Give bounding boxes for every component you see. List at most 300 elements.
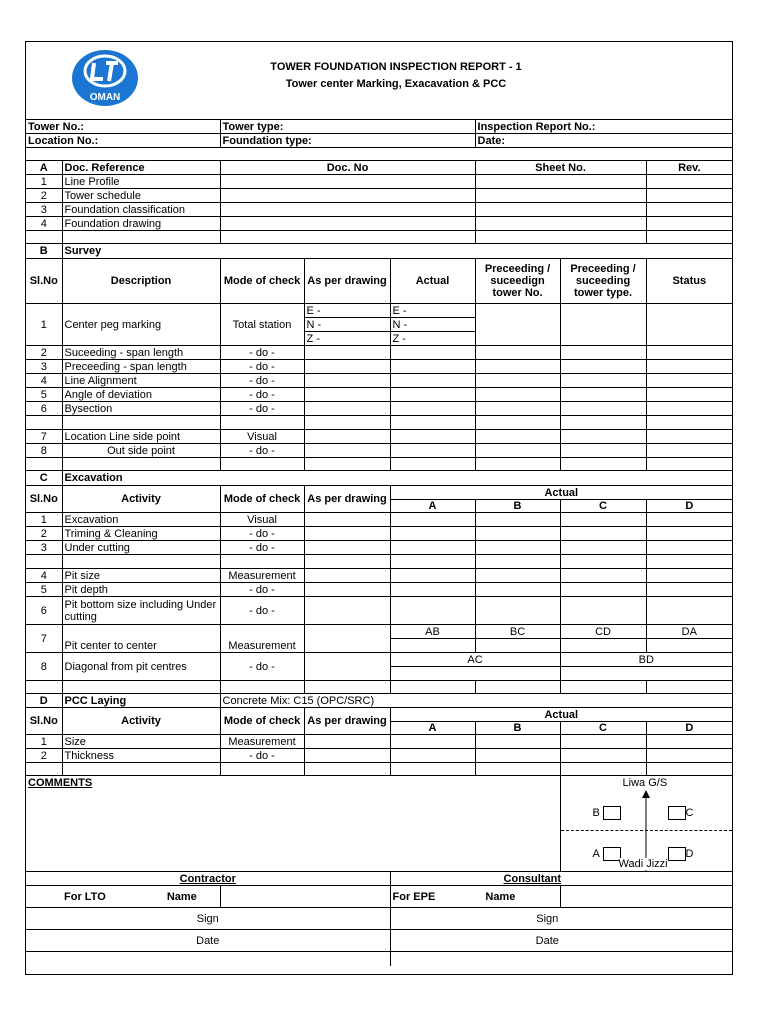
entry-cell[interactable]: [560, 569, 646, 583]
sl-no-header: Sl.No: [26, 259, 62, 304]
blank-cell: [475, 681, 560, 694]
wadi-jizzi-label: Wadi Jizzi: [618, 858, 668, 870]
entry-cell[interactable]: [304, 527, 390, 541]
cd-label: CD: [560, 625, 646, 639]
entry-cell[interactable]: [646, 374, 732, 388]
preceeding-tower-type-header: Preceeding / suceeding tower type.: [560, 259, 646, 304]
blank-cell: [390, 416, 475, 430]
report-table: [26, 119, 732, 966]
entry-cell[interactable]: [475, 430, 560, 444]
mode-cell: - do -: [220, 527, 304, 541]
table-row: [26, 203, 732, 217]
col-c-header: C: [560, 722, 646, 735]
table-row: [26, 583, 732, 597]
entry-cell[interactable]: [304, 625, 390, 653]
section-d-title: PCC Laying: [62, 694, 220, 708]
entry-cell[interactable]: [560, 346, 646, 360]
coord-e-drawing[interactable]: E -: [304, 304, 390, 318]
entry-cell[interactable]: [304, 597, 390, 625]
row-no: 6: [26, 597, 62, 625]
row-label: Under cutting: [62, 541, 220, 555]
rev-cell[interactable]: [646, 175, 732, 189]
actual-header: Actual: [390, 259, 475, 304]
comments-area[interactable]: [26, 776, 560, 872]
doc-no-cell[interactable]: [220, 189, 475, 203]
entry-cell[interactable]: [475, 360, 560, 374]
row-no: 2: [26, 346, 62, 360]
row-label: Bysection: [62, 402, 220, 416]
mode-cell: - do -: [220, 402, 304, 416]
entry-cell[interactable]: [560, 597, 646, 625]
entry-cell[interactable]: [304, 569, 390, 583]
row-label: Center peg marking: [62, 304, 220, 346]
row-label: Pit bottom size including Under cutting: [62, 597, 220, 625]
consultant-header: Consultant: [390, 872, 732, 886]
blank-cell: [220, 555, 304, 569]
consultant-date-field[interactable]: [390, 930, 732, 952]
entry-cell[interactable]: [304, 735, 390, 749]
table-row: [26, 374, 732, 388]
table-row: [26, 430, 732, 444]
rev-cell[interactable]: [646, 189, 732, 203]
entry-cell[interactable]: [390, 402, 475, 416]
row-no: 1: [26, 304, 62, 346]
entry-cell[interactable]: [304, 444, 390, 458]
blank-cell: [560, 555, 646, 569]
entry-cell[interactable]: [390, 569, 475, 583]
blank-cell: [560, 763, 646, 776]
row-label: Pit center to center: [62, 625, 220, 653]
mode-cell: - do -: [220, 541, 304, 555]
contractor-date-field[interactable]: [26, 930, 390, 952]
entry-cell[interactable]: [390, 749, 475, 763]
blank-cell: [304, 763, 390, 776]
entry-cell[interactable]: [646, 597, 732, 625]
row-no: 2: [26, 749, 62, 763]
actual-header: Actual: [390, 708, 732, 722]
blank-cell: [475, 763, 560, 776]
report-title: TOWER FOUNDATION INSPECTION REPORT - 1: [270, 61, 522, 73]
section-c-title: Excavation: [62, 471, 732, 486]
entry-cell[interactable]: [560, 541, 646, 555]
pit-c-square: [668, 806, 686, 820]
row-label: Pit depth: [62, 583, 220, 597]
entry-cell[interactable]: [646, 444, 732, 458]
entry-cell[interactable]: [646, 735, 732, 749]
sl-no-header: Sl.No: [26, 708, 62, 735]
blank-cell: [26, 555, 62, 569]
section-c-letter: C: [26, 471, 62, 486]
entry-cell[interactable]: [560, 667, 732, 681]
blank-cell: [560, 458, 646, 471]
row-no: 8: [26, 444, 62, 458]
row-no: 4: [26, 569, 62, 583]
table-row: [26, 189, 732, 203]
blank-cell: [62, 458, 220, 471]
doc-no-cell[interactable]: [220, 175, 475, 189]
comments-label: COMMENTS: [28, 777, 93, 789]
col-b-header: B: [475, 500, 560, 513]
row-no: 4: [26, 217, 62, 231]
entry-cell[interactable]: [475, 513, 560, 527]
row-label: Line Profile: [62, 175, 220, 189]
blank-cell: [304, 458, 390, 471]
blank-cell: [390, 458, 475, 471]
entry-cell[interactable]: [390, 527, 475, 541]
mode-cell: - do -: [220, 583, 304, 597]
row-no: 1: [26, 175, 62, 189]
col-b-header: B: [475, 722, 560, 735]
pit-b-marker: B: [593, 806, 621, 820]
doc-no-header: Doc. No: [220, 161, 475, 175]
entry-cell[interactable]: [560, 583, 646, 597]
mode-cell: Measurement: [220, 735, 304, 749]
entry-cell[interactable]: [646, 513, 732, 527]
tower-type-label: Tower type:: [220, 120, 475, 134]
row-label: Triming & Cleaning: [62, 527, 220, 541]
table-row: [26, 217, 732, 231]
entry-cell[interactable]: [304, 430, 390, 444]
blank-cell: [560, 681, 646, 694]
blank-cell: [560, 416, 646, 430]
entry-cell[interactable]: [560, 749, 646, 763]
inspection-report-no-label: Inspection Report No.:: [475, 120, 732, 134]
entry-cell[interactable]: [390, 583, 475, 597]
blank-cell: [475, 555, 560, 569]
row-label: Location Line side point: [62, 430, 220, 444]
date-label: Date:: [475, 134, 732, 148]
consultant-sign-field[interactable]: [390, 908, 732, 930]
entry-cell[interactable]: [475, 388, 560, 402]
blank-cell: [646, 681, 732, 694]
blank-cell: [646, 231, 732, 244]
table-row: [26, 388, 732, 402]
row-no: 3: [26, 360, 62, 374]
blank-cell: [304, 681, 390, 694]
mode-cell: - do -: [220, 597, 304, 625]
blank-cell: [26, 458, 62, 471]
table-row: [26, 597, 732, 625]
row-label: Foundation drawing: [62, 217, 220, 231]
blank-cell: [390, 763, 475, 776]
entry-cell[interactable]: [475, 735, 560, 749]
row-label: Excavation: [62, 513, 220, 527]
entry-cell[interactable]: [304, 388, 390, 402]
blank-cell: [304, 416, 390, 430]
mode-cell: Visual: [220, 513, 304, 527]
entry-cell[interactable]: [646, 527, 732, 541]
consultant-date-label: Date: [535, 934, 559, 947]
as-per-drawing-header: As per drawing: [304, 708, 390, 735]
liwa-gs-label: Liwa G/S: [622, 777, 668, 789]
blank-cell: [475, 458, 560, 471]
inspection-report-sheet: [25, 41, 733, 975]
row-no: 2: [26, 189, 62, 203]
entry-cell[interactable]: [304, 541, 390, 555]
entry-cell[interactable]: [560, 402, 646, 416]
entry-cell[interactable]: [304, 513, 390, 527]
entry-cell[interactable]: [390, 444, 475, 458]
entry-cell[interactable]: [560, 388, 646, 402]
entry-cell[interactable]: [475, 527, 560, 541]
sheet-no-cell[interactable]: [475, 217, 646, 231]
da-label: DA: [646, 625, 732, 639]
row-label: Angle of deviation: [62, 388, 220, 402]
row-label: Foundation classification: [62, 203, 220, 217]
coord-n-drawing[interactable]: N -: [304, 318, 390, 332]
company-logo: [70, 48, 140, 108]
blank-cell: [475, 231, 646, 244]
contractor-name-field[interactable]: [220, 886, 390, 908]
blank-cell: [304, 555, 390, 569]
entry-cell[interactable]: [304, 653, 390, 681]
blank-cell: [26, 416, 62, 430]
coord-z-actual[interactable]: Z -: [390, 332, 475, 346]
divider-line: [561, 830, 732, 831]
entry-cell[interactable]: [646, 541, 732, 555]
entry-cell[interactable]: [560, 735, 646, 749]
table-row: [26, 735, 732, 749]
activity-header: Activity: [62, 708, 220, 735]
entry-cell[interactable]: [646, 569, 732, 583]
doc-no-cell[interactable]: [220, 217, 475, 231]
status-header: Status: [646, 259, 732, 304]
entry-cell[interactable]: [646, 749, 732, 763]
mode-cell: - do -: [220, 346, 304, 360]
tower-no-label: Tower No.:: [26, 120, 220, 134]
mode-cell: - do -: [220, 749, 304, 763]
entry-cell[interactable]: [475, 749, 560, 763]
entry-cell[interactable]: [390, 430, 475, 444]
actual-header: Actual: [390, 486, 732, 500]
sheet-no-cell[interactable]: [475, 175, 646, 189]
pit-a-marker: A: [593, 847, 621, 861]
entry-cell[interactable]: [475, 541, 560, 555]
row-label: Diagonal from pit centres: [62, 653, 220, 681]
col-c-header: C: [560, 500, 646, 513]
entry-cell[interactable]: [304, 402, 390, 416]
entry-cell[interactable]: [560, 374, 646, 388]
col-a-header: A: [390, 722, 475, 735]
sheet-no-cell[interactable]: [475, 203, 646, 217]
entry-cell[interactable]: [475, 374, 560, 388]
ab-label: AB: [390, 625, 475, 639]
blank-cell: [26, 952, 390, 966]
entry-cell[interactable]: [560, 430, 646, 444]
blank-cell: [475, 416, 560, 430]
col-d-header: D: [646, 722, 732, 735]
table-row: [26, 527, 732, 541]
orientation-diagram: [560, 776, 732, 872]
table-row: [26, 360, 732, 374]
entry-cell[interactable]: [646, 360, 732, 374]
blank-cell: [390, 555, 475, 569]
report-header: [26, 42, 732, 119]
mode-cell: - do -: [220, 653, 304, 681]
entry-cell[interactable]: [560, 527, 646, 541]
entry-cell[interactable]: [560, 444, 646, 458]
table-row: [26, 569, 732, 583]
row-no: 7: [26, 430, 62, 444]
entry-cell[interactable]: [390, 667, 560, 681]
col-d-header: D: [646, 500, 732, 513]
as-per-drawing-header: As per drawing: [304, 486, 390, 513]
as-per-drawing-header: As per drawing: [304, 259, 390, 304]
pit-d-square: [668, 847, 686, 861]
blank-cell: [62, 416, 220, 430]
blank-cell: [646, 458, 732, 471]
row-label: Out side point: [62, 444, 220, 458]
table-row: [26, 402, 732, 416]
blank-cell: [390, 681, 475, 694]
row-no: 3: [26, 203, 62, 217]
blank-cell: [646, 763, 732, 776]
ac-label: AC: [390, 653, 560, 667]
coord-n-actual[interactable]: N -: [390, 318, 475, 332]
blank-cell: [220, 231, 475, 244]
spacer-row: [26, 148, 732, 161]
sheet-no-cell[interactable]: [475, 189, 646, 203]
consultant-name-label: Name: [485, 890, 516, 903]
entry-cell[interactable]: [304, 374, 390, 388]
blank-cell: [220, 416, 304, 430]
mode-of-check-header: Mode of check: [220, 708, 304, 735]
sheet-no-header: Sheet No.: [475, 161, 646, 175]
mode-cell: Measurement: [220, 569, 304, 583]
table-row: [26, 749, 732, 763]
coord-e-actual[interactable]: E -: [390, 304, 475, 318]
row-no: 5: [26, 583, 62, 597]
entry-cell[interactable]: [646, 639, 732, 653]
blank-cell: [62, 763, 220, 776]
entry-cell[interactable]: [475, 444, 560, 458]
blank-cell: [390, 952, 732, 966]
entry-cell[interactable]: [390, 597, 475, 625]
entry-cell[interactable]: [390, 639, 475, 653]
entry-cell[interactable]: [390, 374, 475, 388]
row-label: Pit size: [62, 569, 220, 583]
entry-cell[interactable]: [390, 360, 475, 374]
entry-cell[interactable]: [390, 346, 475, 360]
col-a-header: A: [390, 500, 475, 513]
entry-cell[interactable]: [646, 402, 732, 416]
table-row: [26, 304, 732, 318]
pit-b-square: [603, 806, 621, 820]
blank-cell: [220, 763, 304, 776]
row-no: 8: [26, 653, 62, 681]
row-no: 6: [26, 402, 62, 416]
doc-no-cell[interactable]: [220, 203, 475, 217]
entry-cell[interactable]: [475, 402, 560, 416]
row-label: Tower schedule: [62, 189, 220, 203]
entry-cell[interactable]: [304, 346, 390, 360]
table-row: [26, 346, 732, 360]
row-label: Suceeding - span length: [62, 346, 220, 360]
row-no: 4: [26, 374, 62, 388]
table-row: [26, 513, 732, 527]
status-cell[interactable]: [646, 304, 732, 346]
row-label: Size: [62, 735, 220, 749]
consultant-name-field[interactable]: [560, 886, 732, 908]
entry-cell[interactable]: [560, 360, 646, 374]
activity-header: Activity: [62, 486, 220, 513]
entry-cell[interactable]: [475, 597, 560, 625]
entry-cell[interactable]: [475, 583, 560, 597]
sl-no-header: Sl.No: [26, 486, 62, 513]
blank-cell: [220, 681, 304, 694]
mode-cell: Total station: [220, 304, 304, 346]
table-row: [26, 444, 732, 458]
blank-cell: [646, 416, 732, 430]
entry-cell[interactable]: [646, 388, 732, 402]
contractor-sign-field[interactable]: [26, 908, 390, 930]
bc-label: BC: [475, 625, 560, 639]
section-b-letter: B: [26, 244, 62, 259]
pit-c-marker: C: [665, 806, 694, 820]
bd-label: BD: [560, 653, 732, 667]
preceeding-type-cell[interactable]: [560, 304, 646, 346]
section-d-letter: D: [26, 694, 62, 708]
contractor-sign-label: Sign: [196, 912, 219, 925]
mode-cell: - do -: [220, 444, 304, 458]
rev-cell[interactable]: [646, 203, 732, 217]
entry-cell[interactable]: [390, 735, 475, 749]
row-label: Line Alignment: [62, 374, 220, 388]
foundation-type-label: Foundation type:: [220, 134, 475, 148]
entry-cell[interactable]: [475, 569, 560, 583]
pit-d-marker: D: [665, 847, 694, 861]
for-epe-label: For EPE: [392, 890, 436, 903]
entry-cell[interactable]: [304, 360, 390, 374]
mode-cell: - do -: [220, 360, 304, 374]
entry-cell[interactable]: [304, 749, 390, 763]
mode-of-check-header: Mode of check: [220, 486, 304, 513]
blank-cell: [62, 681, 220, 694]
entry-cell[interactable]: [646, 346, 732, 360]
mode-cell: Visual: [220, 430, 304, 444]
entry-cell[interactable]: [560, 513, 646, 527]
for-lto-cell: [26, 886, 220, 908]
mode-of-check-header: Mode of check: [220, 259, 304, 304]
contractor-header: Contractor: [26, 872, 390, 886]
row-no: 5: [26, 388, 62, 402]
entry-cell[interactable]: [304, 583, 390, 597]
entry-cell[interactable]: [390, 513, 475, 527]
blank-cell: [646, 555, 732, 569]
entry-cell[interactable]: [646, 583, 732, 597]
preceeding-no-cell[interactable]: [475, 304, 560, 346]
row-no: 3: [26, 541, 62, 555]
coord-z-drawing[interactable]: Z -: [304, 332, 390, 346]
row-no: 1: [26, 513, 62, 527]
blank-cell: [26, 763, 62, 776]
entry-cell[interactable]: [390, 541, 475, 555]
entry-cell[interactable]: [475, 639, 560, 653]
section-a-letter: A: [26, 161, 62, 175]
description-header: Description: [62, 259, 220, 304]
mode-cell: - do -: [220, 374, 304, 388]
report-subtitle: Tower center Marking, Exacavation & PCC: [285, 78, 507, 90]
for-lto-label: For LTO: [64, 890, 106, 903]
rev-cell[interactable]: [646, 217, 732, 231]
blank-cell: [26, 231, 62, 244]
table-row: [26, 175, 732, 189]
entry-cell[interactable]: [475, 346, 560, 360]
concrete-mix-label: Concrete Mix: C15 (OPC/SRC): [220, 694, 732, 708]
entry-cell[interactable]: [646, 430, 732, 444]
entry-cell[interactable]: [390, 388, 475, 402]
entry-cell[interactable]: [560, 639, 646, 653]
